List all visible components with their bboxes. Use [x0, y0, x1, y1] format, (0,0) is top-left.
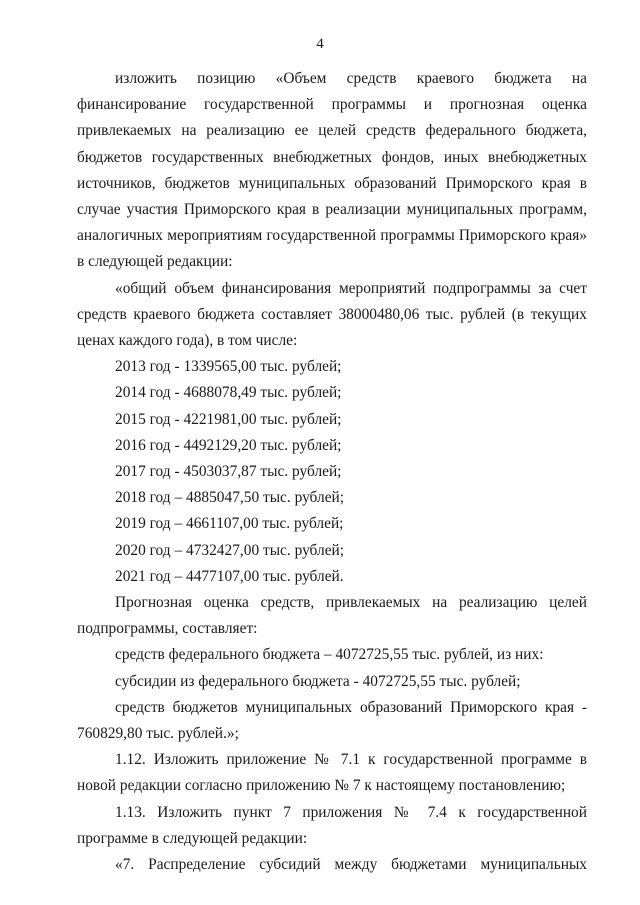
paragraph-intro: изложить позицию «Объем средств краевого бюджета на финансирование государственной программы и прогнозная оценка привлекаемых на реализацию ее целей средств федерального бюджета, бюджетов государственных внебюджетных фондов, иных внебюджетных источников, бюджетов муниципальных образований Приморского края в случае участия Приморского края в реализации муниципальных программ, аналогичных мероприятиям государственной программы Приморского края» в следующей редакции:: [77, 70, 587, 271]
paragraph-forecast: Прогнозная оценка средств, привлекаемых на реализацию целей подпрограммы, составляет:: [77, 594, 587, 638]
paragraph-municipal-budgets: средств бюджетов муниципальных образований Приморского края - 760829,80 тыс. рублей.»;: [77, 698, 587, 743]
year-item-2021: 2021 год – 4477107,00 тыс. рублей.: [115, 567, 344, 585]
paragraph-item-7: «7. Распределение субсидий между бюджетами муниципальных: [115, 856, 587, 874]
year-item-2016: 2016 год - 4492129,20 тыс. рублей;: [115, 436, 342, 454]
paragraph-funding-total: «общий объем финансирования мероприятий подпрограммы за счет средств краевого бюджета составляет 38000480,06 тыс. рублей (в текущих ценах каждого года), в том числе:: [77, 279, 587, 350]
year-item-2015: 2015 год - 4221981,00 тыс. рублей;: [115, 410, 342, 428]
paragraph-federal-subsidies: субсидии из федерального бюджета - 4072725,55 тыс. рублей;: [115, 672, 521, 690]
year-item-2017: 2017 год - 4503037,87 тыс. рублей;: [115, 463, 342, 481]
year-item-2019: 2019 год – 4661107,00 тыс. рублей;: [115, 515, 344, 533]
paragraph-federal-budget: средств федерального бюджета – 4072725,55 тыс. рублей, из них:: [115, 646, 544, 664]
page-number: 4: [316, 36, 324, 52]
year-item-2014: 2014 год - 4688078,49 тыс. рублей;: [115, 384, 342, 402]
paragraph-item-1-12: 1.12. Изложить приложение № 7.1 к государственной программе в новой редакции согласно приложению № 7 к настоящему постановлению;: [77, 751, 587, 795]
paragraph-item-1-13: 1.13. Изложить пункт 7 приложения № 7.4 к государственной программе в следующей редакции:: [77, 803, 587, 847]
document-body: [77, 66, 587, 878]
year-list: [77, 354, 587, 590]
year-item-2018: 2018 год – 4885047,50 тыс. рублей;: [115, 489, 345, 507]
year-item-2013: 2013 год - 1339565,00 тыс. рублей;: [115, 358, 342, 376]
year-item-2020: 2020 год – 4732427,00 тыс. рублей;: [115, 541, 345, 559]
